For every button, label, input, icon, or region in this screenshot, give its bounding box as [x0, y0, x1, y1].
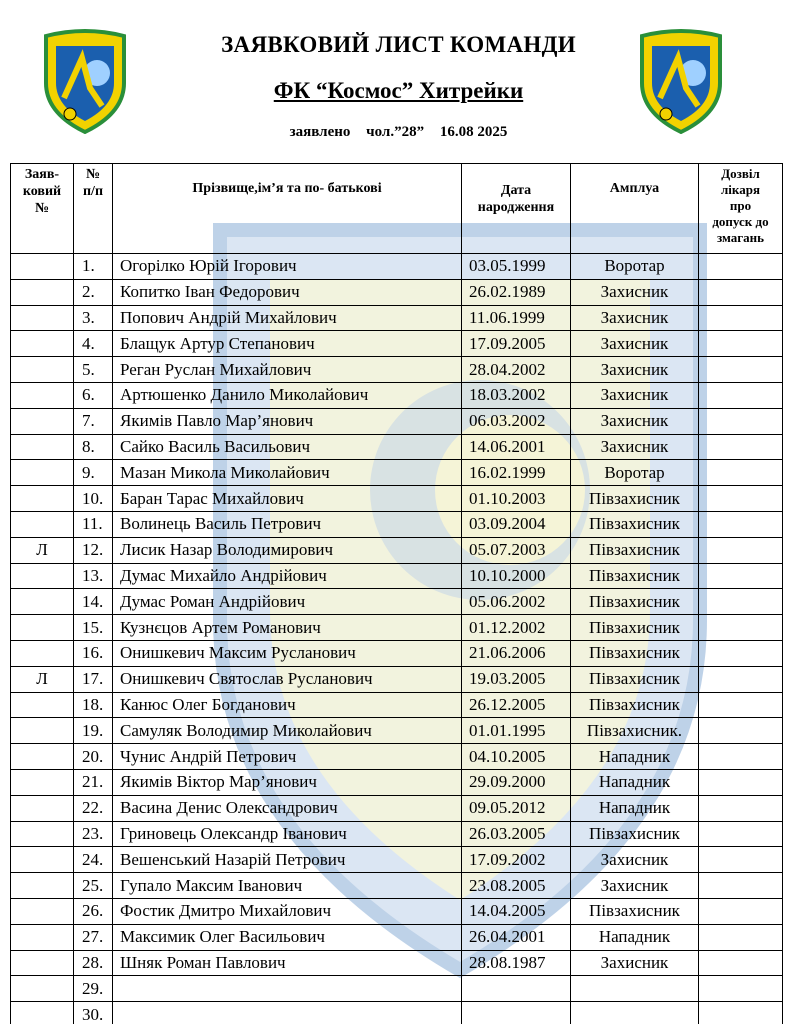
table-row: [11, 666, 783, 692]
table-header-row: [11, 164, 783, 254]
player-name-cell: Думас Михайло Андрійович: [113, 563, 462, 589]
player-name-cell: Сайко Василь Васильович: [113, 434, 462, 460]
position-cell: Нападник: [571, 744, 699, 770]
player-name-cell: Кузнєцов Артем Романович: [113, 615, 462, 641]
table-row: [11, 924, 783, 950]
table-row: [11, 795, 783, 821]
player-name-cell: Васина Денис Олександрович: [113, 795, 462, 821]
birth-date-cell: 28.04.2002: [462, 357, 571, 383]
medical-clearance-cell: [699, 821, 783, 847]
table-row: [11, 615, 783, 641]
birth-date-cell: 17.09.2002: [462, 847, 571, 873]
medical-clearance-cell: [699, 382, 783, 408]
medical-clearance-cell: [699, 589, 783, 615]
application-mark-cell: [11, 486, 74, 512]
player-name-cell: Реган Руслан Михайлович: [113, 357, 462, 383]
birth-date-cell: 18.03.2002: [462, 382, 571, 408]
birth-date-cell: 26.12.2005: [462, 692, 571, 718]
application-mark-cell: [11, 898, 74, 924]
medical-clearance-cell: [699, 769, 783, 795]
birth-date-cell: 26.02.1989: [462, 279, 571, 305]
player-name-cell: Блащук Артур Степанович: [113, 331, 462, 357]
medical-clearance-cell: [699, 898, 783, 924]
player-name-cell: Якимів Віктор Мар’янович: [113, 769, 462, 795]
application-mark-cell: [11, 589, 74, 615]
position-cell: Півзахисник: [571, 511, 699, 537]
medical-clearance-cell: [699, 486, 783, 512]
medical-clearance-cell: [699, 976, 783, 1002]
birth-date-cell: 06.03.2002: [462, 408, 571, 434]
row-number-cell: 10.: [74, 486, 113, 512]
application-mark-cell: [11, 950, 74, 976]
column-header-medical-clearance: Дозвіл лікаря про допуск до змагань: [699, 164, 783, 254]
medical-clearance-cell: [699, 305, 783, 331]
position-cell: Півзахисник: [571, 615, 699, 641]
birth-date-cell: 17.09.2005: [462, 331, 571, 357]
table-row: [11, 408, 783, 434]
player-name-cell: Гупало Максим Іванович: [113, 873, 462, 899]
application-mark-cell: [11, 563, 74, 589]
birth-date-cell: 26.03.2005: [462, 821, 571, 847]
application-mark-cell: [11, 924, 74, 950]
position-cell: Захисник: [571, 382, 699, 408]
column-header-application-number: Заяв- ковий №: [11, 164, 74, 254]
table-row: [11, 873, 783, 899]
document-title: ЗАЯВКОВИЙ ЛИСТ КОМАНДИ: [221, 32, 576, 57]
medical-clearance-cell: [699, 847, 783, 873]
table-row: [11, 382, 783, 408]
application-mark-cell: [11, 1002, 74, 1024]
column-header-row-number: № п/п: [74, 164, 113, 254]
table-row: [11, 640, 783, 666]
player-name-cell: Канюс Олег Богданович: [113, 692, 462, 718]
medical-clearance-cell: [699, 1002, 783, 1024]
application-mark-cell: [11, 976, 74, 1002]
table-row: [11, 898, 783, 924]
row-number-cell: 28.: [74, 950, 113, 976]
application-mark-cell: [11, 821, 74, 847]
medical-clearance-cell: [699, 460, 783, 486]
player-name-cell: [113, 976, 462, 1002]
column-header-position: Амплуа: [571, 164, 699, 254]
position-cell: Захисник: [571, 305, 699, 331]
medical-clearance-cell: [699, 357, 783, 383]
position-cell: Півзахисник: [571, 537, 699, 563]
player-name-cell: Огорілко Юрій Ігорович: [113, 254, 462, 280]
row-number-cell: 1.: [74, 254, 113, 280]
position-cell: [571, 976, 699, 1002]
player-name-cell: Попович Андрій Михайлович: [113, 305, 462, 331]
player-name-cell: Баран Тарас Михайлович: [113, 486, 462, 512]
application-mark-cell: [11, 692, 74, 718]
medical-clearance-cell: [699, 666, 783, 692]
position-cell: Нападник: [571, 795, 699, 821]
table-row: [11, 254, 783, 280]
player-count: чол.”28”: [366, 124, 425, 140]
birth-date-cell: 28.08.1987: [462, 950, 571, 976]
row-number-cell: 14.: [74, 589, 113, 615]
application-mark-cell: Л: [11, 666, 74, 692]
table-row: [11, 976, 783, 1002]
table-row: [11, 692, 783, 718]
row-number-cell: 8.: [74, 434, 113, 460]
position-cell: Півзахисник: [571, 898, 699, 924]
medical-clearance-cell: [699, 331, 783, 357]
application-mark-cell: [11, 511, 74, 537]
medical-clearance-cell: [699, 873, 783, 899]
table-row: [11, 305, 783, 331]
row-number-cell: 2.: [74, 279, 113, 305]
table-row: [11, 537, 783, 563]
table-row: [11, 821, 783, 847]
birth-date-cell: 16.02.1999: [462, 460, 571, 486]
table-row: [11, 847, 783, 873]
table-row: [11, 950, 783, 976]
application-mark-cell: [11, 408, 74, 434]
birth-date-cell: 10.10.2000: [462, 563, 571, 589]
birth-date-cell: 05.07.2003: [462, 537, 571, 563]
birth-date-cell: 01.12.2002: [462, 615, 571, 641]
row-number-cell: 12.: [74, 537, 113, 563]
row-number-cell: 9.: [74, 460, 113, 486]
table-row: [11, 589, 783, 615]
position-cell: Півзахисник: [571, 821, 699, 847]
column-header-full-name: Прізвище,ім’я та по- батькові: [113, 164, 462, 254]
player-name-cell: Мазан Микола Миколайович: [113, 460, 462, 486]
position-cell: [571, 1002, 699, 1024]
column-header-birth-date: Дата народження: [462, 164, 571, 254]
player-name-cell: Волинець Василь Петрович: [113, 511, 462, 537]
table-row: [11, 460, 783, 486]
application-mark-cell: [11, 382, 74, 408]
roster-table: [10, 163, 783, 1024]
row-number-cell: 15.: [74, 615, 113, 641]
application-mark-cell: [11, 460, 74, 486]
row-number-cell: 5.: [74, 357, 113, 383]
row-number-cell: 22.: [74, 795, 113, 821]
birth-date-cell: 09.05.2012: [462, 795, 571, 821]
row-number-cell: 6.: [74, 382, 113, 408]
birth-date-cell: [462, 1002, 571, 1024]
row-number-cell: 7.: [74, 408, 113, 434]
application-mark-cell: [11, 434, 74, 460]
row-number-cell: 26.: [74, 898, 113, 924]
row-number-cell: 27.: [74, 924, 113, 950]
application-mark-cell: [11, 718, 74, 744]
birth-date-cell: 14.06.2001: [462, 434, 571, 460]
position-cell: Півзахисник.: [571, 718, 699, 744]
position-cell: Півзахисник: [571, 563, 699, 589]
table-row: [11, 331, 783, 357]
table-row: [11, 769, 783, 795]
medical-clearance-cell: [699, 279, 783, 305]
club-name: ФК “Космос” Хитрейки: [273, 78, 524, 103]
medical-clearance-cell: [699, 744, 783, 770]
application-mark-cell: [11, 795, 74, 821]
table-row: [11, 279, 783, 305]
player-name-cell: Копитко Іван Федорович: [113, 279, 462, 305]
application-mark-cell: [11, 769, 74, 795]
table-row: [11, 434, 783, 460]
position-cell: Нападник: [571, 769, 699, 795]
application-mark-cell: [11, 279, 74, 305]
position-cell: Воротар: [571, 460, 699, 486]
player-name-cell: Гриновець Олександр Іванович: [113, 821, 462, 847]
position-cell: Захисник: [571, 357, 699, 383]
table-row: [11, 718, 783, 744]
player-name-cell: Вешенський Назарій Петрович: [113, 847, 462, 873]
position-cell: Захисник: [571, 847, 699, 873]
position-cell: Захисник: [571, 408, 699, 434]
row-number-cell: 18.: [74, 692, 113, 718]
medical-clearance-cell: [699, 718, 783, 744]
birth-date-cell: 01.10.2003: [462, 486, 571, 512]
application-mark-cell: [11, 847, 74, 873]
application-mark-cell: [11, 640, 74, 666]
application-mark-cell: [11, 873, 74, 899]
medical-clearance-cell: [699, 950, 783, 976]
medical-clearance-cell: [699, 408, 783, 434]
medical-clearance-cell: [699, 563, 783, 589]
birth-date-cell: 05.06.2002: [462, 589, 571, 615]
row-number-cell: 4.: [74, 331, 113, 357]
player-name-cell: Онишкевич Святослав Русланович: [113, 666, 462, 692]
player-name-cell: Фостик Дмитро Михайлович: [113, 898, 462, 924]
birth-date-cell: 14.04.2005: [462, 898, 571, 924]
medical-clearance-cell: [699, 640, 783, 666]
player-name-cell: [113, 1002, 462, 1024]
medical-clearance-cell: [699, 692, 783, 718]
birth-date-cell: 23.08.2005: [462, 873, 571, 899]
row-number-cell: 11.: [74, 511, 113, 537]
position-cell: Захисник: [571, 873, 699, 899]
position-cell: Захисник: [571, 279, 699, 305]
position-cell: Півзахисник: [571, 692, 699, 718]
birth-date-cell: 21.06.2006: [462, 640, 571, 666]
roster-body: [11, 254, 783, 1024]
table-row: [11, 1002, 783, 1024]
row-number-cell: 20.: [74, 744, 113, 770]
position-cell: Півзахисник: [571, 486, 699, 512]
row-number-cell: 25.: [74, 873, 113, 899]
medical-clearance-cell: [699, 537, 783, 563]
player-name-cell: Шняк Роман Павлович: [113, 950, 462, 976]
table-row: [11, 486, 783, 512]
birth-date-cell: 01.01.1995: [462, 718, 571, 744]
birth-date-cell: 03.05.1999: [462, 254, 571, 280]
player-name-cell: Якимів Павло Мар’янович: [113, 408, 462, 434]
birth-date-cell: 04.10.2005: [462, 744, 571, 770]
application-mark-cell: [11, 331, 74, 357]
declaration-line: [0, 124, 797, 141]
application-mark-cell: [11, 744, 74, 770]
position-cell: Півзахисник: [571, 589, 699, 615]
birth-date-cell: 26.04.2001: [462, 924, 571, 950]
row-number-cell: 30.: [74, 1002, 113, 1024]
position-cell: Воротар: [571, 254, 699, 280]
medical-clearance-cell: [699, 254, 783, 280]
player-name-cell: Онишкевич Максим Русланович: [113, 640, 462, 666]
position-cell: Захисник: [571, 331, 699, 357]
declaration-date: 16.08 2025: [439, 124, 508, 140]
declared-label: заявлено: [289, 124, 351, 140]
birth-date-cell: 29.09.2000: [462, 769, 571, 795]
row-number-cell: 13.: [74, 563, 113, 589]
row-number-cell: 17.: [74, 666, 113, 692]
medical-clearance-cell: [699, 434, 783, 460]
row-number-cell: 24.: [74, 847, 113, 873]
application-mark-cell: [11, 254, 74, 280]
row-number-cell: 29.: [74, 976, 113, 1002]
table-row: [11, 563, 783, 589]
application-mark-cell: [11, 305, 74, 331]
application-mark-cell: [11, 357, 74, 383]
position-cell: Захисник: [571, 434, 699, 460]
row-number-cell: 19.: [74, 718, 113, 744]
player-name-cell: Лисик Назар Володимирович: [113, 537, 462, 563]
application-mark-cell: Л: [11, 537, 74, 563]
player-name-cell: Самуляк Володимир Миколайович: [113, 718, 462, 744]
application-mark-cell: [11, 615, 74, 641]
position-cell: Півзахисник: [571, 640, 699, 666]
birth-date-cell: 19.03.2005: [462, 666, 571, 692]
medical-clearance-cell: [699, 795, 783, 821]
birth-date-cell: 03.09.2004: [462, 511, 571, 537]
table-row: [11, 744, 783, 770]
position-cell: Нападник: [571, 924, 699, 950]
position-cell: Півзахисник: [571, 666, 699, 692]
medical-clearance-cell: [699, 511, 783, 537]
position-cell: Захисник: [571, 950, 699, 976]
player-name-cell: Чунис Андрій Петрович: [113, 744, 462, 770]
birth-date-cell: 11.06.1999: [462, 305, 571, 331]
player-name-cell: Артюшенко Данило Миколайович: [113, 382, 462, 408]
player-name-cell: Думас Роман Андрійович: [113, 589, 462, 615]
table-row: [11, 511, 783, 537]
row-number-cell: 21.: [74, 769, 113, 795]
table-row: [11, 357, 783, 383]
row-number-cell: 23.: [74, 821, 113, 847]
row-number-cell: 16.: [74, 640, 113, 666]
birth-date-cell: [462, 976, 571, 1002]
row-number-cell: 3.: [74, 305, 113, 331]
player-name-cell: Максимик Олег Васильович: [113, 924, 462, 950]
medical-clearance-cell: [699, 615, 783, 641]
medical-clearance-cell: [699, 924, 783, 950]
